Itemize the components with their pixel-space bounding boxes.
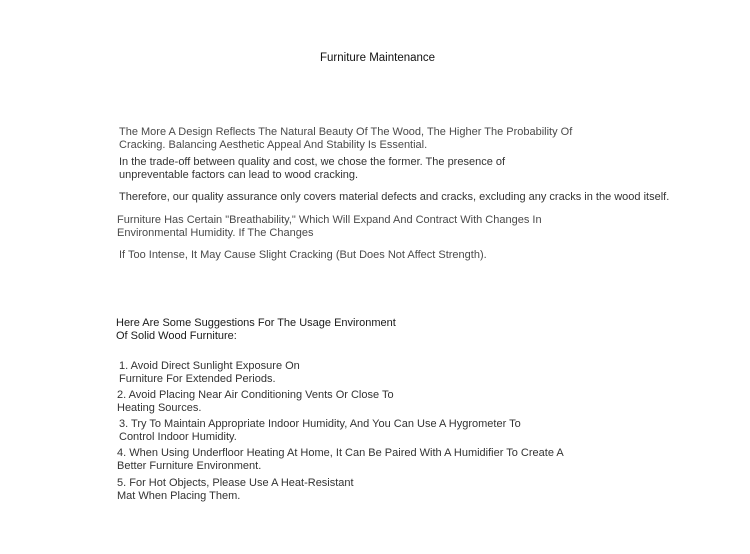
page-title: Furniture Maintenance xyxy=(320,52,436,64)
suggestion-3-line-1: 3. Try To Maintain Appropriate Indoor Humidity, And You Can Use A Hygrometer To xyxy=(119,418,521,430)
suggestions-heading-line-1: Here Are Some Suggestions For The Usage Environment xyxy=(116,317,396,329)
suggestion-1-line-2: Furniture For Extended Periods. xyxy=(119,373,276,385)
intro-paragraph-3: Therefore, our quality assurance only covers material defects and cracks, excluding any cracks in the wood itself. xyxy=(119,191,670,203)
suggestions-heading-line-2: Of Solid Wood Furniture: xyxy=(116,330,237,342)
suggestion-4-line-1: 4. When Using Underfloor Heating At Home, It Can Be Paired With A Humidifier To Create A xyxy=(117,447,564,459)
suggestion-5-line-2: Mat When Placing Them. xyxy=(117,490,241,502)
intro-paragraph-2-line-1: In the trade-off between quality and cost, we chose the former. The presence of xyxy=(119,156,506,168)
suggestion-5-line-1: 5. For Hot Objects, Please Use A Heat-Resistant xyxy=(117,477,354,489)
intro-paragraph-5: If Too Intense, It May Cause Slight Cracking (But Does Not Affect Strength). xyxy=(119,249,487,261)
suggestion-4-line-2: Better Furniture Environment. xyxy=(117,460,262,472)
suggestion-3-line-2: Control Indoor Humidity. xyxy=(119,431,237,443)
intro-paragraph-1-line-2: Cracking. Balancing Aesthetic Appeal And Stability Is Essential. xyxy=(119,139,428,151)
suggestion-2-line-1: 2. Avoid Placing Near Air Conditioning Vents Or Close To xyxy=(117,389,394,401)
intro-paragraph-4-line-2: Environmental Humidity. If The Changes xyxy=(117,227,314,239)
intro-paragraph-2-line-2: unpreventable factors can lead to wood cracking. xyxy=(119,169,359,181)
suggestion-1-line-1: 1. Avoid Direct Sunlight Exposure On xyxy=(119,360,300,372)
suggestion-2-line-2: Heating Sources. xyxy=(117,402,202,414)
intro-paragraph-1-line-1: The More A Design Reflects The Natural Beauty Of The Wood, The Higher The Probability Of xyxy=(119,126,573,138)
intro-paragraph-4-line-1: Furniture Has Certain "Breathability," Which Will Expand And Contract With Changes In xyxy=(117,214,542,226)
